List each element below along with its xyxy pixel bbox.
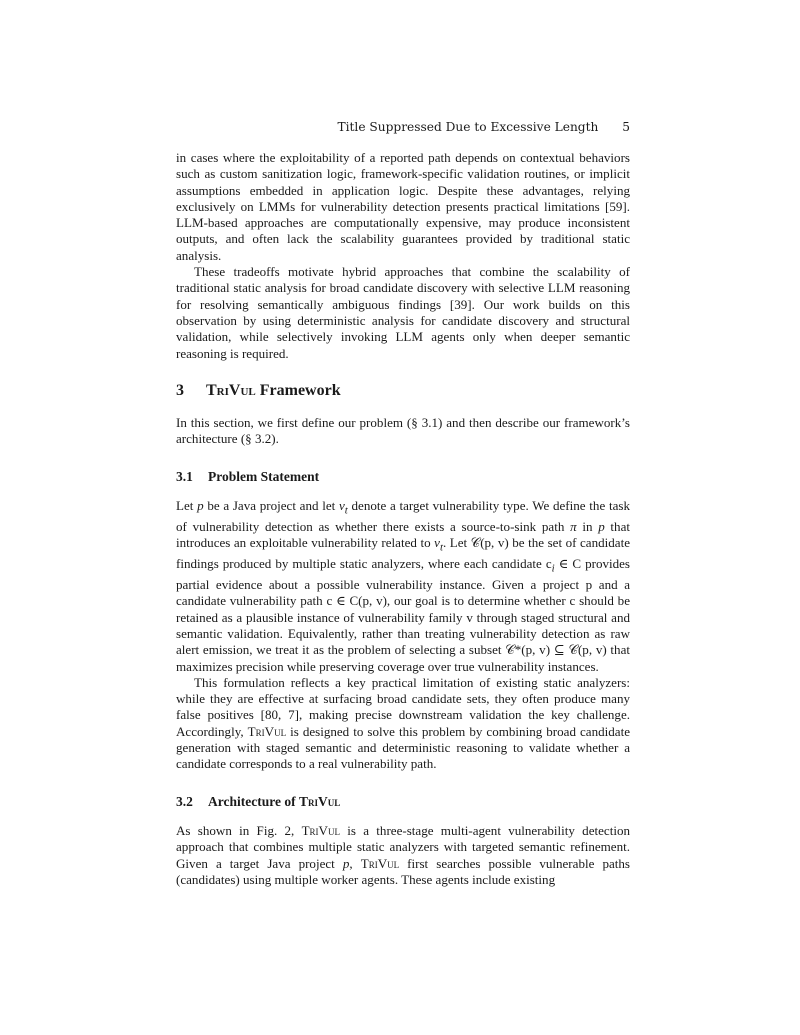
subsection-heading-3-1 <box>176 469 630 485</box>
page-number: 5 <box>622 120 630 134</box>
section-title-rest: Framework <box>255 381 341 399</box>
subsection-heading-3-2 <box>176 794 630 810</box>
running-title: Title Suppressed Due to Excessive Length <box>337 120 599 134</box>
running-head <box>176 120 630 134</box>
section-intro: In this section, we first define our problem (§ 3.1) and then describe our framework’s architecture (§ 3.2). <box>176 415 630 447</box>
formulation-paragraph: This formulation reflects a key practical limitation of existing static analyzers: while they are effective at surfacing broad candidate sets, they often produce many false positives [80, 7], making precise downstream validation the key challenge. Accordingly, TriVul is designed to solve this problem by combining broad candidate generation with staged semantic and deterministic reasoning to validate whether a candidate corresponds to a real vulnerability path. <box>176 674 630 772</box>
subsection-number: 3.1 <box>176 468 193 484</box>
subsection-title: Architecture of <box>208 793 299 809</box>
section-number: 3 <box>176 381 184 399</box>
paragraph-tradeoffs: These tradeoffs motivate hybrid approaches that combine the scalability of traditional static analysis for broad candidate discovery with selective LLM reasoning for resolving semantically ambiguous findings [39]. Our work builds on this observation by using deterministic analysis for candidate discovery and structural validation, while selectively invoking LLM agents only when deeper semantic reasoning is required. <box>176 264 630 361</box>
framework-name: TriVul <box>206 381 256 399</box>
framework-name: TriVul <box>298 793 341 809</box>
subsection-title: Problem Statement <box>208 468 320 484</box>
section-heading-3 <box>176 383 630 399</box>
architecture-paragraph: As shown in Fig. 2, TriVul is a three-stage multi-agent vulnerability detection approach that combines multiple static analyzers with targeted semantic refinement. Given a target Java project p, TriVul first searches possible vulnerable paths (candidates) using multiple worker agents. These agents include existing <box>176 822 630 887</box>
subsection-number: 3.2 <box>176 793 193 809</box>
problem-statement-paragraph: Let p be a Java project and let $v_t$ denote a target vulnerability type. We define the task of vulnerability detection as whether there exists a source-to-sink path π in p that introduces an exploitable vulnerability related to $v_t$. Let 𝒞(p, v) be the set of candidate findings produced by multiple static analyzers, where each candidate $c_i$ ∈ C provides partial evidence about a possible vulnerability instance. Given a project p and a candidate vulnerability path c ∈ C(p, v), our goal is to determine whether c should be retained as a plausible instance of vulnerability family v through staged structural and semantic validation. Equivalently, rather than treating vulnerability detection as raw alert emission, we treat it as the problem of selecting a subset 𝒞*(p, v) ⊆ 𝒞(p, v) that maximizes precision while preserving coverage over true vulnerability instances. <box>176 498 631 674</box>
body-text <box>176 150 630 888</box>
paragraph-continuation: in cases where the exploitability of a reported path depends on contextual behaviors such as custom sanitization logic, framework-specific validation routines, or implicit assumptions embedded in application logic. Despite these advantages, relying exclusively on LMMs for vulnerability detection presents practical limitations [59]. LLM-based approaches are computationally expensive, may produce inconsistent outputs, and often lack the scalability guarantees provided by traditional static analysis. <box>176 150 630 263</box>
